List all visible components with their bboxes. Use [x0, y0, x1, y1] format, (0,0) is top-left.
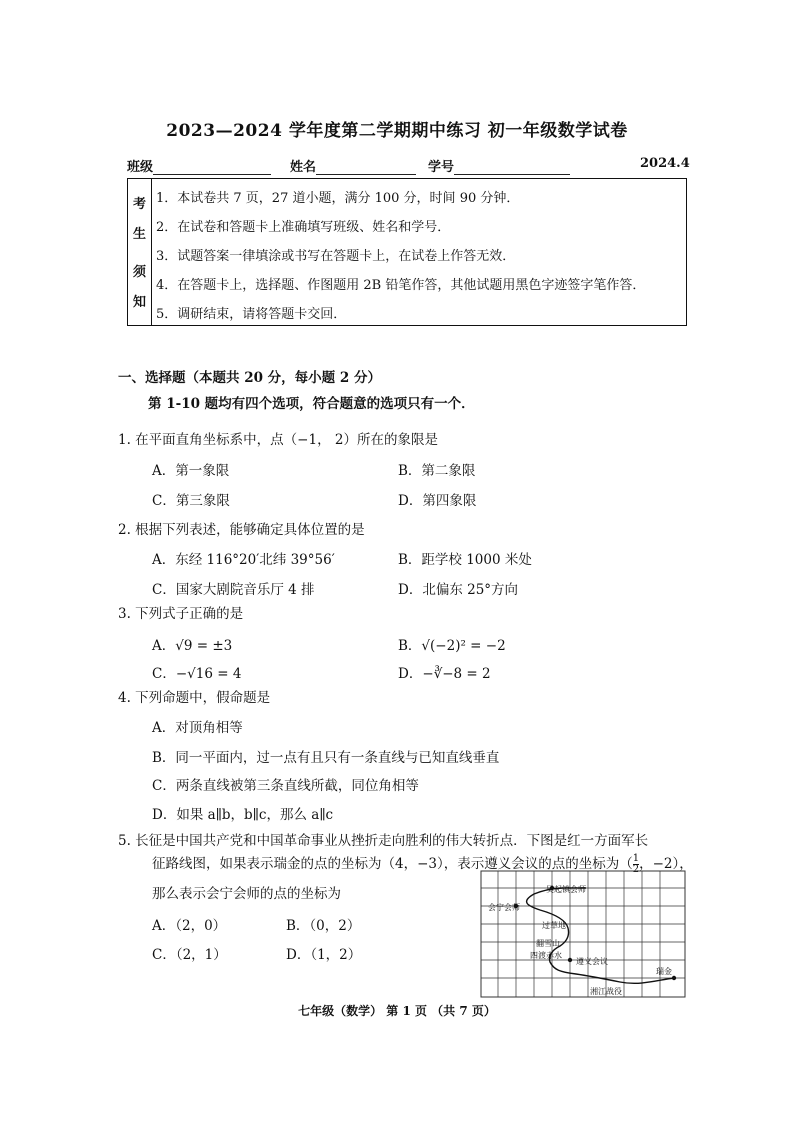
question-4-stem: 4. 下列命题中，假命题是 — [118, 690, 271, 706]
long-march-route-map — [480, 870, 686, 998]
student-id-label: 学号 — [428, 160, 455, 175]
fraction-numerator: 1 — [632, 853, 640, 864]
q2-option-b[interactable]: B．距学校 1000 米处 — [398, 552, 532, 568]
notice-box — [127, 178, 687, 326]
notice-side-char: 知 — [133, 295, 147, 310]
q1-option-c[interactable]: C．第三象限 — [152, 493, 230, 509]
map-label-huining: 会宁会师 — [488, 903, 520, 912]
q2-option-d[interactable]: D．北偏东 25°方向 — [398, 582, 519, 598]
map-label-chishui: 四渡赤水 — [530, 951, 562, 960]
question-1-stem: 1. 在平面直角坐标系中，点（−1， 2）所在的象限是 — [118, 432, 438, 448]
notice-item: 1．本试卷共 7 页，27 道小题，满分 100 分，时间 90 分钟． — [156, 191, 520, 206]
q1-option-d[interactable]: D．第四象限 — [398, 493, 477, 509]
q3-option-b[interactable]: B．√(−2)² = −2 — [398, 638, 506, 654]
student-id-field — [428, 156, 570, 175]
notice-side-char: 生 — [133, 227, 147, 242]
page-footer: 七年级（数学） 第 1 页 （共 7 页） — [298, 1004, 496, 1018]
notice-item: 5．调研结束，请将答题卡交回． — [156, 307, 347, 322]
name-label: 姓名 — [290, 160, 317, 175]
zunyi-point — [568, 958, 572, 962]
exam-title: 2023—2024 学年度第二学期期中练习 初一年级数学试卷 — [166, 121, 628, 141]
class-field — [127, 156, 271, 175]
question-5-stem-line3: 那么表示会宁会师的点的坐标为 — [152, 886, 341, 902]
notice-item: 2．在试卷和答题卡上准确填写班级、姓名和学号． — [156, 220, 451, 235]
name-field — [290, 156, 416, 175]
q5-option-a[interactable]: A．（2，0） — [152, 918, 227, 934]
notice-side-char: 须 — [133, 265, 147, 280]
question-5-text: ，−2）， — [639, 856, 693, 872]
map-label-caodi: 过草地 — [542, 921, 566, 930]
notice-item: 4．在答题卡上，选择题、作图题用 2B 铅笔作答，其他试题用黑色字迹签字笔作答． — [156, 278, 646, 293]
map-label-wuqi: 吴起镇会师 — [546, 885, 586, 894]
map-label-ruijin: 瑞金 — [656, 967, 672, 976]
question-3-stem: 3. 下列式子正确的是 — [118, 606, 244, 622]
fraction-denominator: 2 — [632, 864, 640, 875]
question-5-text: 征路线图，如果表示瑞金的点的坐标为（4，−3），表示遵义会议的点的坐标为（ — [152, 856, 633, 872]
q2-option-a[interactable]: A．东经 116°20′北纬 39°56′ — [152, 552, 335, 568]
map-label-xiangjiang: 湘江战役 — [590, 987, 622, 996]
map-label-xueshan: 翻雪山 — [536, 939, 560, 948]
q3-option-c[interactable]: C．−√16 = 4 — [152, 666, 242, 682]
question-5-stem-line1: 5. 长征是中国共产党和中国革命事业从挫折走向胜利的伟大转折点．下图是红一方面军长 — [118, 833, 649, 849]
q4-option-c[interactable]: C．两条直线被第三条直线所截，同位角相等 — [152, 778, 419, 794]
q4-option-b[interactable]: B．同一平面内，过一点有且只有一条直线与已知直线垂直 — [152, 750, 500, 766]
student-id-blank[interactable] — [454, 161, 570, 175]
q5-option-c[interactable]: C．（2，1） — [152, 947, 227, 963]
q3-option-a[interactable]: A．√9 = ±3 — [152, 638, 233, 654]
notice-item: 3．试题答案一律填涂或书写在答题卡上，在试卷上作答无效． — [156, 249, 516, 264]
class-label: 班级 — [127, 160, 154, 175]
exam-date: 2024.4 — [640, 156, 690, 171]
map-label-zunyi: 遵义会议 — [576, 957, 608, 966]
section-title: 一、选择题（本题共 20 分，每小题 2 分） — [118, 370, 381, 386]
notice-side-label — [128, 179, 152, 325]
section-instruction: 第 1-10 题均有四个选项，符合题意的选项只有一个． — [148, 396, 475, 412]
question-2-stem: 2. 根据下列表述，能够确定具体位置的是 — [118, 522, 365, 538]
q1-option-b[interactable]: B．第二象限 — [398, 463, 476, 479]
q4-option-d[interactable]: D．如果 a∥b，b∥c，那么 a∥c — [152, 807, 334, 823]
name-blank[interactable] — [316, 161, 416, 175]
route-path — [527, 888, 674, 983]
q5-option-b[interactable]: B．（0，2） — [286, 918, 361, 934]
ruijin-point — [672, 976, 676, 980]
q1-option-a[interactable]: A．第一象限 — [152, 463, 230, 479]
q2-option-c[interactable]: C．国家大剧院音乐厅 4 排 — [152, 582, 315, 598]
q5-option-d[interactable]: D．（1，2） — [286, 947, 362, 963]
q3-option-d[interactable]: D．−∛−8 = 2 — [398, 666, 491, 682]
class-blank[interactable] — [153, 161, 271, 175]
q4-option-a[interactable]: A．对顶角相等 — [152, 720, 243, 736]
notice-side-char: 考 — [133, 197, 147, 212]
